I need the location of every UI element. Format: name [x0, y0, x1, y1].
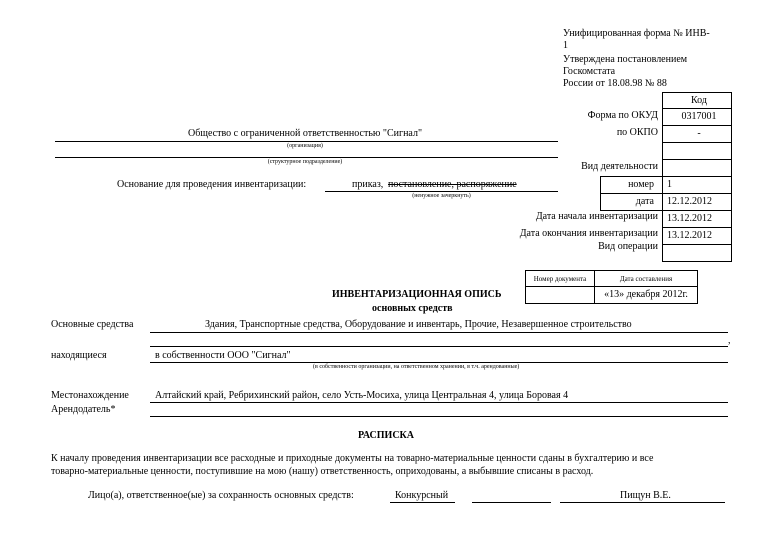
person-name: Пищун В.Е.	[620, 490, 671, 501]
doc-date-header: Дата составления	[594, 270, 698, 287]
dept-caption: (структурное подразделение)	[267, 159, 343, 165]
doc-title: ИНВЕНТАРИЗАЦИОННАЯ ОПИСЬ	[332, 289, 502, 300]
unified-form-label: Унифицированная форма № ИНВ-	[563, 28, 710, 39]
org-name: Общество с ограниченной ответственностью "Сигнал"	[187, 128, 423, 139]
start-label: Дата начала инвентаризации	[535, 211, 658, 222]
basis-struck: постановление, распоряжение	[388, 179, 517, 190]
assets-value: Здания, Транспортные средства, Оборудование и инвентарь, Прочие, Незавершенное строительство	[205, 319, 632, 330]
approved-label: Утверждена постановлением	[563, 54, 688, 65]
receipt-title: РАСПИСКА	[358, 430, 415, 441]
doc-date-value: «13» декабря 2012г.	[594, 286, 698, 304]
blank-code-cell	[662, 142, 732, 160]
doc-subtitle: основных средств	[372, 303, 453, 314]
okud-label: Форма по ОКУД	[587, 110, 658, 121]
basis-caption: (ненужное зачеркнуть)	[412, 193, 471, 199]
code-header: Код	[662, 92, 732, 109]
org-caption: (организация)	[287, 143, 323, 149]
basis-label: Основание для проведения инвентаризации:	[117, 179, 307, 190]
lessor-label: Арендодатель*	[51, 404, 116, 415]
end-value: 13.12.2012	[662, 227, 732, 245]
activity-label: Вид деятельности	[581, 161, 658, 172]
assets-label: Основные средства	[51, 319, 134, 330]
basis-order: приказ,	[352, 179, 384, 190]
date-value: 12.12.2012	[662, 193, 732, 211]
number-label: номер	[600, 176, 663, 194]
receipt-text-2: товарно-материальные ценности, поступившие на мою (нашу) ответственность, оприходованы, а выбывшие списаны в расход.	[51, 466, 594, 477]
number-value: 1	[662, 176, 732, 194]
operation-label: Вид операции	[598, 241, 658, 252]
assets-comma: ,	[728, 335, 731, 346]
okpo-value: -	[662, 125, 732, 143]
end-label: Дата окончания инвентаризации	[519, 228, 658, 239]
approval-date: России от 18.08.98 № 88	[563, 78, 667, 89]
location-label: Местонахождение	[51, 390, 129, 401]
location-value: Алтайский край, Ребрихинский район, село Усть-Мосиха, улица Центральная 4, улица Боровая 4	[155, 390, 569, 401]
persons-label: Лицо(а), ответственное(ые) за сохранность основных средств:	[88, 490, 354, 501]
receipt-text-1: К началу проведения инвентаризации все расходные и приходные документы на товарно-материальные ценности сданы в бухгалтерию и все	[51, 453, 654, 464]
date-label: дата	[600, 193, 663, 211]
okpo-label: по ОКПО	[616, 127, 658, 138]
unified-form-number: 1	[563, 40, 568, 51]
doc-number-header: Номер документа	[525, 270, 595, 287]
person-position: Конкурсный	[395, 490, 449, 501]
start-value: 13.12.2012	[662, 210, 732, 228]
goskomstat-label: Госкомстата	[563, 66, 616, 77]
located-caption: (в собственности организации, на ответственном хранении, в т.ч. арендованные)	[313, 364, 520, 370]
doc-number-value	[525, 286, 595, 304]
okud-value: 0317001	[662, 108, 732, 126]
activity-value	[662, 159, 732, 177]
located-value: в собственности ООО "Сигнал"	[155, 350, 291, 361]
located-label: находящиеся	[51, 350, 107, 361]
operation-value	[662, 244, 732, 262]
